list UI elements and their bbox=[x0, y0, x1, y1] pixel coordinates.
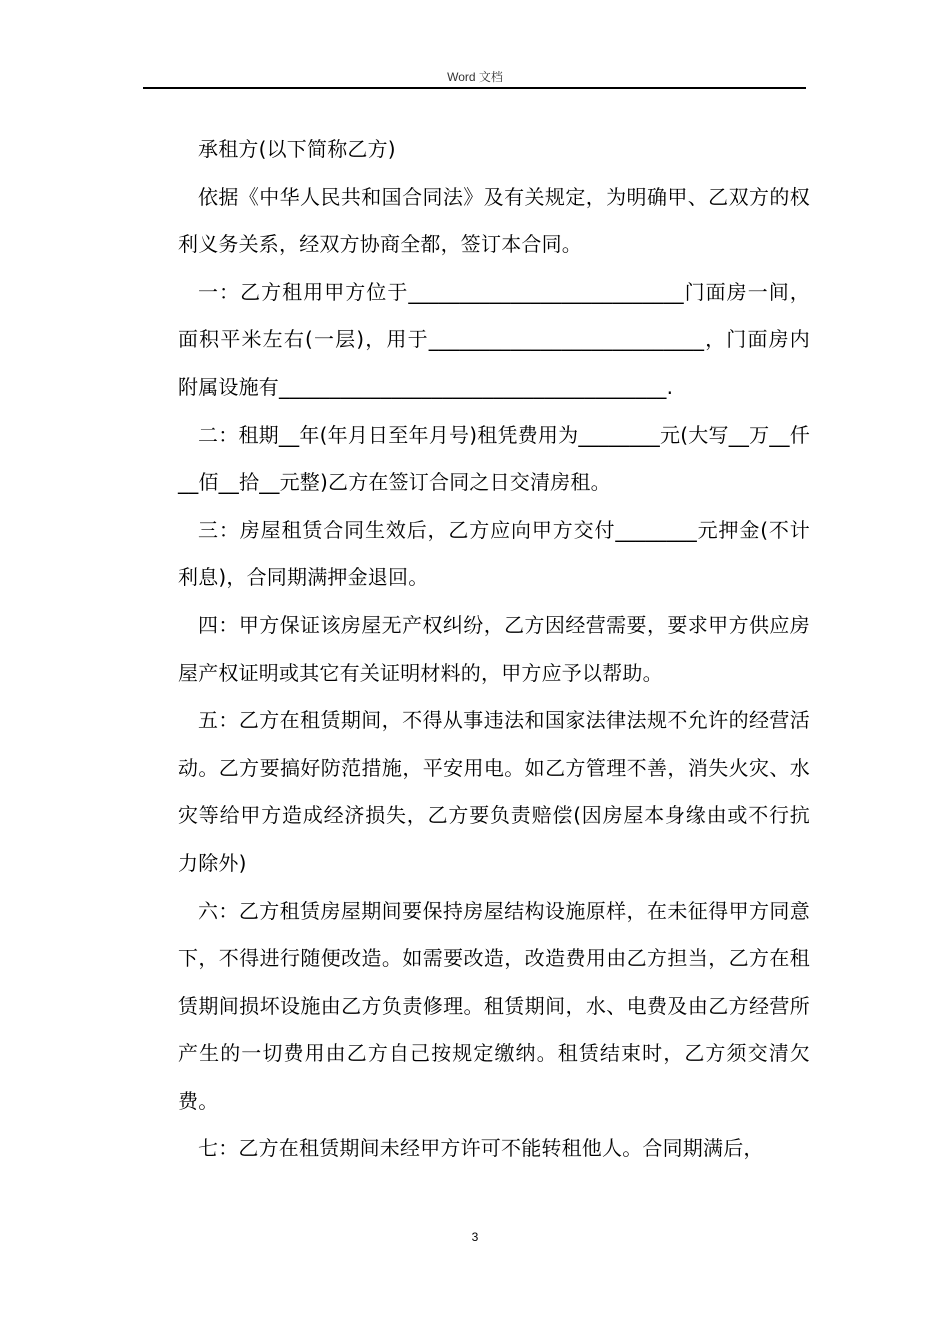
paragraph-preamble: 依据《中华人民共和国合同法》及有关规定，为明确甲、乙双方的权利义务关系，经双方协商全都，签订本合同。 bbox=[178, 184, 810, 257]
document-body bbox=[178, 126, 810, 1173]
paragraph-clause-5: 五：乙方在租赁期间，不得从事违法和国家法律法规不允许的经营活动。乙方要搞好防范措施，平安用电。如乙方管理不善，消失火灾、水灾等给甲方造成经济损失，乙方要负责赔偿(因房屋本身缘由或不行抗力除外) bbox=[178, 708, 810, 875]
page-number: 3 bbox=[471, 1230, 479, 1244]
paragraph-tenant: 承租方(以下简称乙方) bbox=[198, 137, 396, 161]
paragraph-clause-1: 一：乙方租用甲方位于___________________________门面房一间，面积平米左右(一层)，用于___________________________，门面房内附属设施有______________________________________. bbox=[178, 279, 810, 399]
paragraph-clause-4: 四：甲方保证该房屋无产权纠纷，乙方因经营需要，要求甲方供应房屋产权证明或其它有关证明材料的，甲方应予以帮助。 bbox=[178, 612, 810, 685]
paragraph-clause-6: 六：乙方租赁房屋期间要保持房屋结构设施原样，在未征得甲方同意下，不得进行随便改造。如需要改造，改造费用由乙方担当，乙方在租赁期间损坏设施由乙方负责修理。租赁期间，水、电费及由乙方经营所产生的一切费用由乙方自己按规定缴纳。租赁结束时，乙方须交清欠费。 bbox=[178, 898, 810, 1113]
paragraph-clause-2: 二：租期__年(年月日至年月号)租凭费用为________元(大写__万__仟__佰__拾__元整)乙方在签订合同之日交清房租。 bbox=[178, 422, 810, 495]
paragraph-clause-3: 三：房屋租赁合同生效后，乙方应向甲方交付________元押金(不计利息)，合同期满押金退回。 bbox=[178, 517, 810, 590]
page-header-title: Word 文档 bbox=[447, 70, 503, 84]
paragraph-clause-7: 七：乙方在租赁期间未经甲方许可不能转租他人。合同期满后， bbox=[198, 1136, 764, 1161]
header-divider bbox=[143, 87, 806, 89]
